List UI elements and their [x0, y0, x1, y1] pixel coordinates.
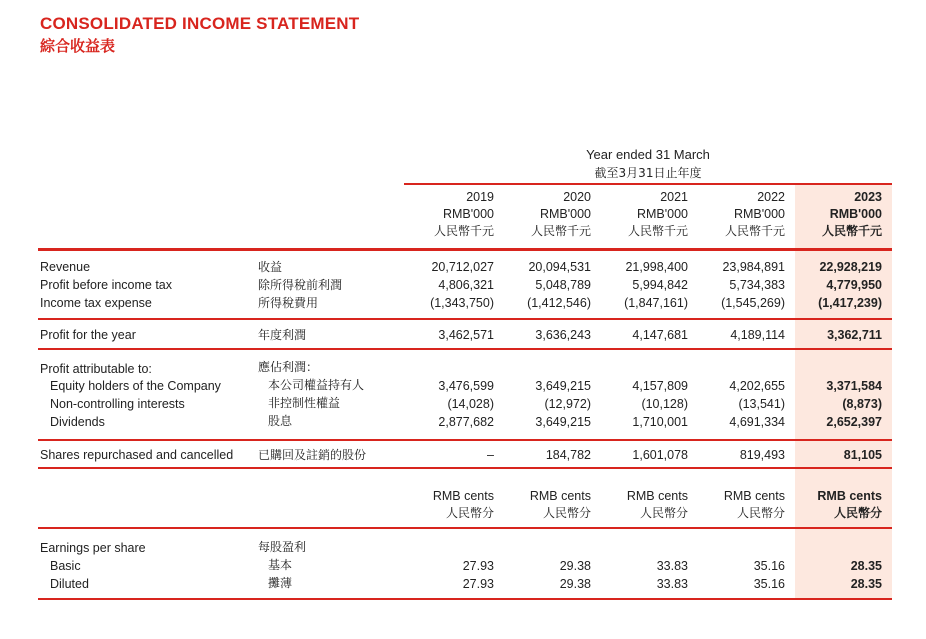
eps-unit-2019: [404, 488, 494, 522]
row-label-zh: 攤薄: [268, 576, 293, 590]
row-label: Dividends: [50, 415, 105, 429]
cell-value: 35.16: [753, 577, 785, 591]
cell-value: 33.83: [656, 559, 688, 573]
cell-value: 21,998,400: [625, 260, 688, 274]
row-label-zh: 年度利潤: [258, 328, 307, 342]
eps-unit-2021: [598, 488, 688, 522]
cell-value: 1,710,001: [632, 415, 688, 429]
col-header-2020: [501, 189, 591, 240]
row-label: Basic: [50, 559, 81, 573]
row-label: Income tax expense: [40, 296, 152, 310]
row-label: Profit for the year: [40, 328, 136, 342]
cell-value: 3,362,711: [827, 328, 882, 342]
col-header-2021: [598, 189, 688, 240]
cell-value: 3,649,215: [535, 379, 591, 393]
cell-value: 2,877,682: [438, 415, 494, 429]
cell-value: 2,652,397: [826, 415, 882, 429]
cell-value: 4,189,114: [730, 328, 785, 342]
row-label-zh: 股息: [268, 414, 293, 428]
cell-value: 23,984,891: [722, 260, 785, 274]
col-year: 2022: [757, 190, 785, 204]
cell-value: 3,636,243: [535, 328, 591, 342]
cell-value: 3,371,584: [826, 379, 882, 393]
cell-value: 3,476,599: [438, 379, 494, 393]
cell-value: 184,782: [545, 448, 591, 462]
cell-value: 27.93: [462, 577, 494, 591]
col-unit-zh: 人民幣千元: [821, 224, 882, 238]
row-label-zh: 除所得稅前利潤: [258, 278, 343, 292]
eps-unit: RMB cents: [817, 489, 882, 503]
section-rule: [38, 598, 892, 600]
eps-unit-zh: 人民幣分: [542, 506, 591, 520]
cell-value: (14,028): [447, 397, 494, 411]
cell-value: 29.38: [559, 577, 591, 591]
cell-value: 5,994,842: [632, 278, 688, 292]
section-rule: [38, 527, 892, 529]
cell-value: (1,847,161): [624, 296, 688, 310]
col-year: 2020: [563, 190, 591, 204]
cell-value: 33.83: [656, 577, 688, 591]
col-unit: RMB'000: [829, 207, 882, 221]
cell-value: 35.16: [753, 559, 785, 573]
section-rule: [38, 248, 892, 251]
col-unit: RMB'000: [442, 207, 494, 221]
row-label: Shares repurchased and cancelled: [40, 448, 234, 462]
col-unit: RMB'000: [733, 207, 785, 221]
header-top-rule: [404, 183, 892, 185]
cell-value: 28.35: [850, 559, 882, 573]
eps-unit-zh: 人民幣分: [639, 506, 688, 520]
row-label-zh: 所得稅費用: [258, 296, 319, 310]
cell-value: (1,412,546): [527, 296, 591, 310]
statement-title: CONSOLIDATED INCOME STATEMENT: [40, 14, 360, 33]
statement-title-zh: 綜合收益表: [40, 37, 116, 55]
cell-value: (8,873): [842, 397, 882, 411]
eps-unit-zh: 人民幣分: [445, 506, 494, 520]
eps-unit-zh: 人民幣分: [833, 506, 882, 520]
cell-value: (10,128): [641, 397, 688, 411]
cell-value: 4,691,334: [729, 415, 785, 429]
cell-value: (13,541): [738, 397, 785, 411]
col-unit-zh: 人民幣千元: [724, 224, 785, 238]
col-header-2023: [792, 189, 882, 240]
col-year: 2021: [660, 190, 688, 204]
cell-value: 4,147,681: [632, 328, 688, 342]
eps-unit: RMB cents: [432, 489, 494, 503]
col-unit-zh: 人民幣千元: [627, 224, 688, 238]
row-label-zh: 應佔利潤：: [258, 360, 319, 374]
row-label: Profit attributable to:: [40, 362, 152, 376]
row-label: Profit before income tax: [40, 278, 173, 292]
row-label: Diluted: [50, 577, 89, 591]
cell-value: 4,202,655: [729, 379, 785, 393]
eps-unit-2022: [695, 488, 785, 522]
row-label-zh: 收益: [258, 260, 283, 274]
row-label: Earnings per share: [40, 541, 146, 555]
section-rule: [38, 467, 892, 469]
cell-value: 3,462,571: [438, 328, 494, 342]
eps-unit: RMB cents: [626, 489, 688, 503]
cell-value: 3,649,215: [535, 415, 591, 429]
row-label-zh: 每股盈利: [258, 540, 307, 554]
cell-value: 29.38: [559, 559, 591, 573]
cell-value: 20,712,027: [431, 260, 494, 274]
section-rule: [38, 318, 892, 320]
cell-value: 22,928,219: [819, 260, 882, 274]
cell-value: (12,972): [544, 397, 591, 411]
eps-unit-2023: [792, 488, 882, 522]
cell-value: 4,779,950: [826, 278, 882, 292]
eps-unit: RMB cents: [529, 489, 591, 503]
cell-value: –: [487, 448, 494, 462]
row-label-zh: 本公司權益持有人: [268, 378, 365, 392]
cell-value: 28.35: [850, 577, 882, 591]
cell-value: 1,601,078: [632, 448, 688, 462]
section-rule: [38, 439, 892, 441]
col-header-2022: [695, 189, 785, 240]
cell-value: 27.93: [462, 559, 494, 573]
cell-value: 81,105: [843, 448, 882, 462]
row-label-zh: 非控制性權益: [268, 396, 341, 410]
cell-value: 819,493: [739, 448, 785, 462]
section-rule: [38, 348, 892, 350]
period-heading-zh: 截至3月31日止年度: [594, 166, 702, 180]
row-label-zh: 已購回及註銷的股份: [258, 448, 367, 462]
cell-value: (1,545,269): [721, 296, 785, 310]
col-unit: RMB'000: [636, 207, 688, 221]
cell-value: 4,157,809: [632, 379, 688, 393]
cell-value: 20,094,531: [528, 260, 591, 274]
eps-unit-2020: [501, 488, 591, 522]
cell-value: (1,417,239): [818, 296, 882, 310]
col-unit-zh: 人民幣千元: [433, 224, 494, 238]
eps-unit: RMB cents: [723, 489, 785, 503]
col-year: 2019: [466, 190, 494, 204]
cell-value: 4,806,321: [438, 278, 494, 292]
col-unit-zh: 人民幣千元: [530, 224, 591, 238]
cell-value: (1,343,750): [430, 296, 494, 310]
col-year: 2023: [854, 190, 882, 204]
row-label-zh: 基本: [268, 558, 293, 572]
row-label: Equity holders of the Company: [50, 379, 221, 393]
row-label: Revenue: [40, 260, 91, 274]
col-header-2019: [404, 189, 494, 240]
cell-value: 5,734,383: [729, 278, 785, 292]
col-unit: RMB'000: [539, 207, 591, 221]
row-label: Non-controlling interests: [50, 397, 185, 411]
cell-value: 5,048,789: [535, 278, 591, 292]
period-heading: Year ended 31 March: [586, 147, 710, 162]
eps-unit-zh: 人民幣分: [736, 506, 785, 520]
